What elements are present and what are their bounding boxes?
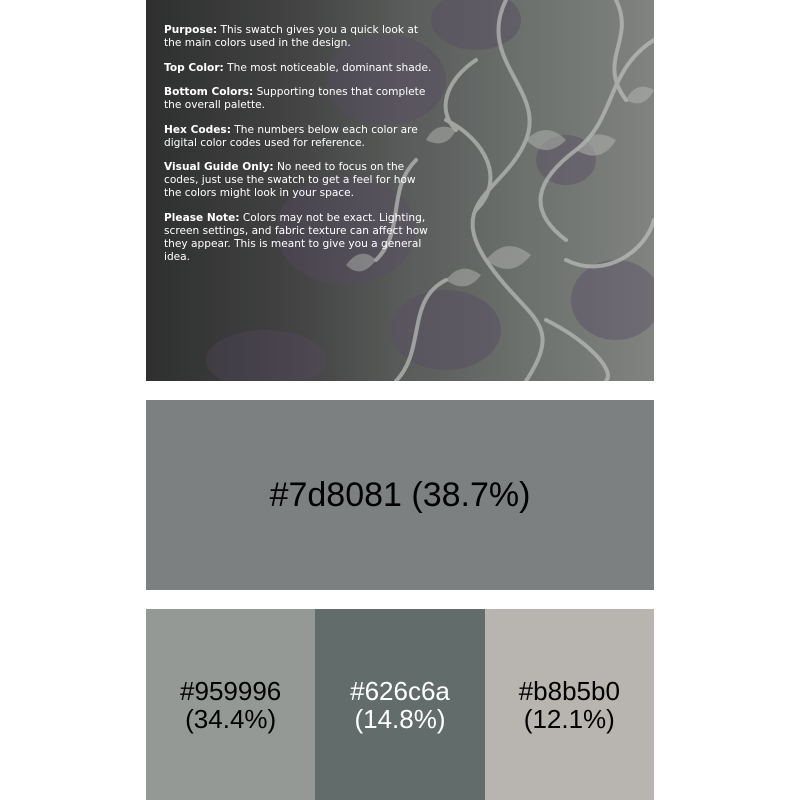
info-body: This swatch gives you a quick look at the main colors used in the design. [164, 24, 419, 49]
info-body: The most noticeable, dominant shade. [223, 61, 432, 74]
color-percentage: (34.4%) [185, 703, 277, 734]
info-heading: Hex Codes: [164, 123, 231, 136]
info-item-bottom-colors [164, 86, 436, 112]
supporting-colors-row [146, 609, 654, 800]
dominant-color-label: #7d8081 (38.7%) [269, 475, 531, 514]
info-heading: Please Note: [164, 211, 240, 224]
color-hex-code: #959996 [180, 675, 282, 706]
color-hex-code: #626c6a [350, 675, 450, 706]
info-item-top-color [164, 62, 436, 75]
info-heading: Purpose: [164, 24, 218, 36]
info-item-visual-guide [164, 161, 436, 200]
info-item-hex-codes [164, 124, 436, 150]
info-body: The numbers below each color are digital color codes used for reference. [164, 123, 418, 149]
info-item-please-note [164, 212, 436, 264]
dominant-color-swatch [146, 400, 654, 590]
swatch-info-text [164, 24, 436, 275]
supporting-color-swatch-3 [485, 609, 654, 800]
info-body: Colors may not be exact. Lighting, screen settings, and fabric texture can affect how they appear. This is meant to give you a general idea. [164, 211, 428, 263]
info-heading: Visual Guide Only: [164, 161, 274, 173]
supporting-color-swatch-1 [146, 609, 315, 800]
supporting-color-swatch-2 [315, 609, 484, 800]
color-percentage: (14.8%) [354, 703, 446, 734]
info-body: Supporting tones that complete the overall palette. [164, 86, 426, 111]
info-heading: Bottom Colors: [164, 86, 254, 98]
info-body: No need to focus on the codes, just use the swatch to get a feel for how the colors might look in your space. [164, 161, 416, 199]
color-percentage: (12.1%) [523, 703, 615, 734]
texture-preview-panel [146, 0, 654, 381]
info-heading: Top Color: [164, 61, 224, 74]
info-item-purpose [164, 24, 436, 50]
color-hex-code: #b8b5b0 [518, 675, 620, 706]
